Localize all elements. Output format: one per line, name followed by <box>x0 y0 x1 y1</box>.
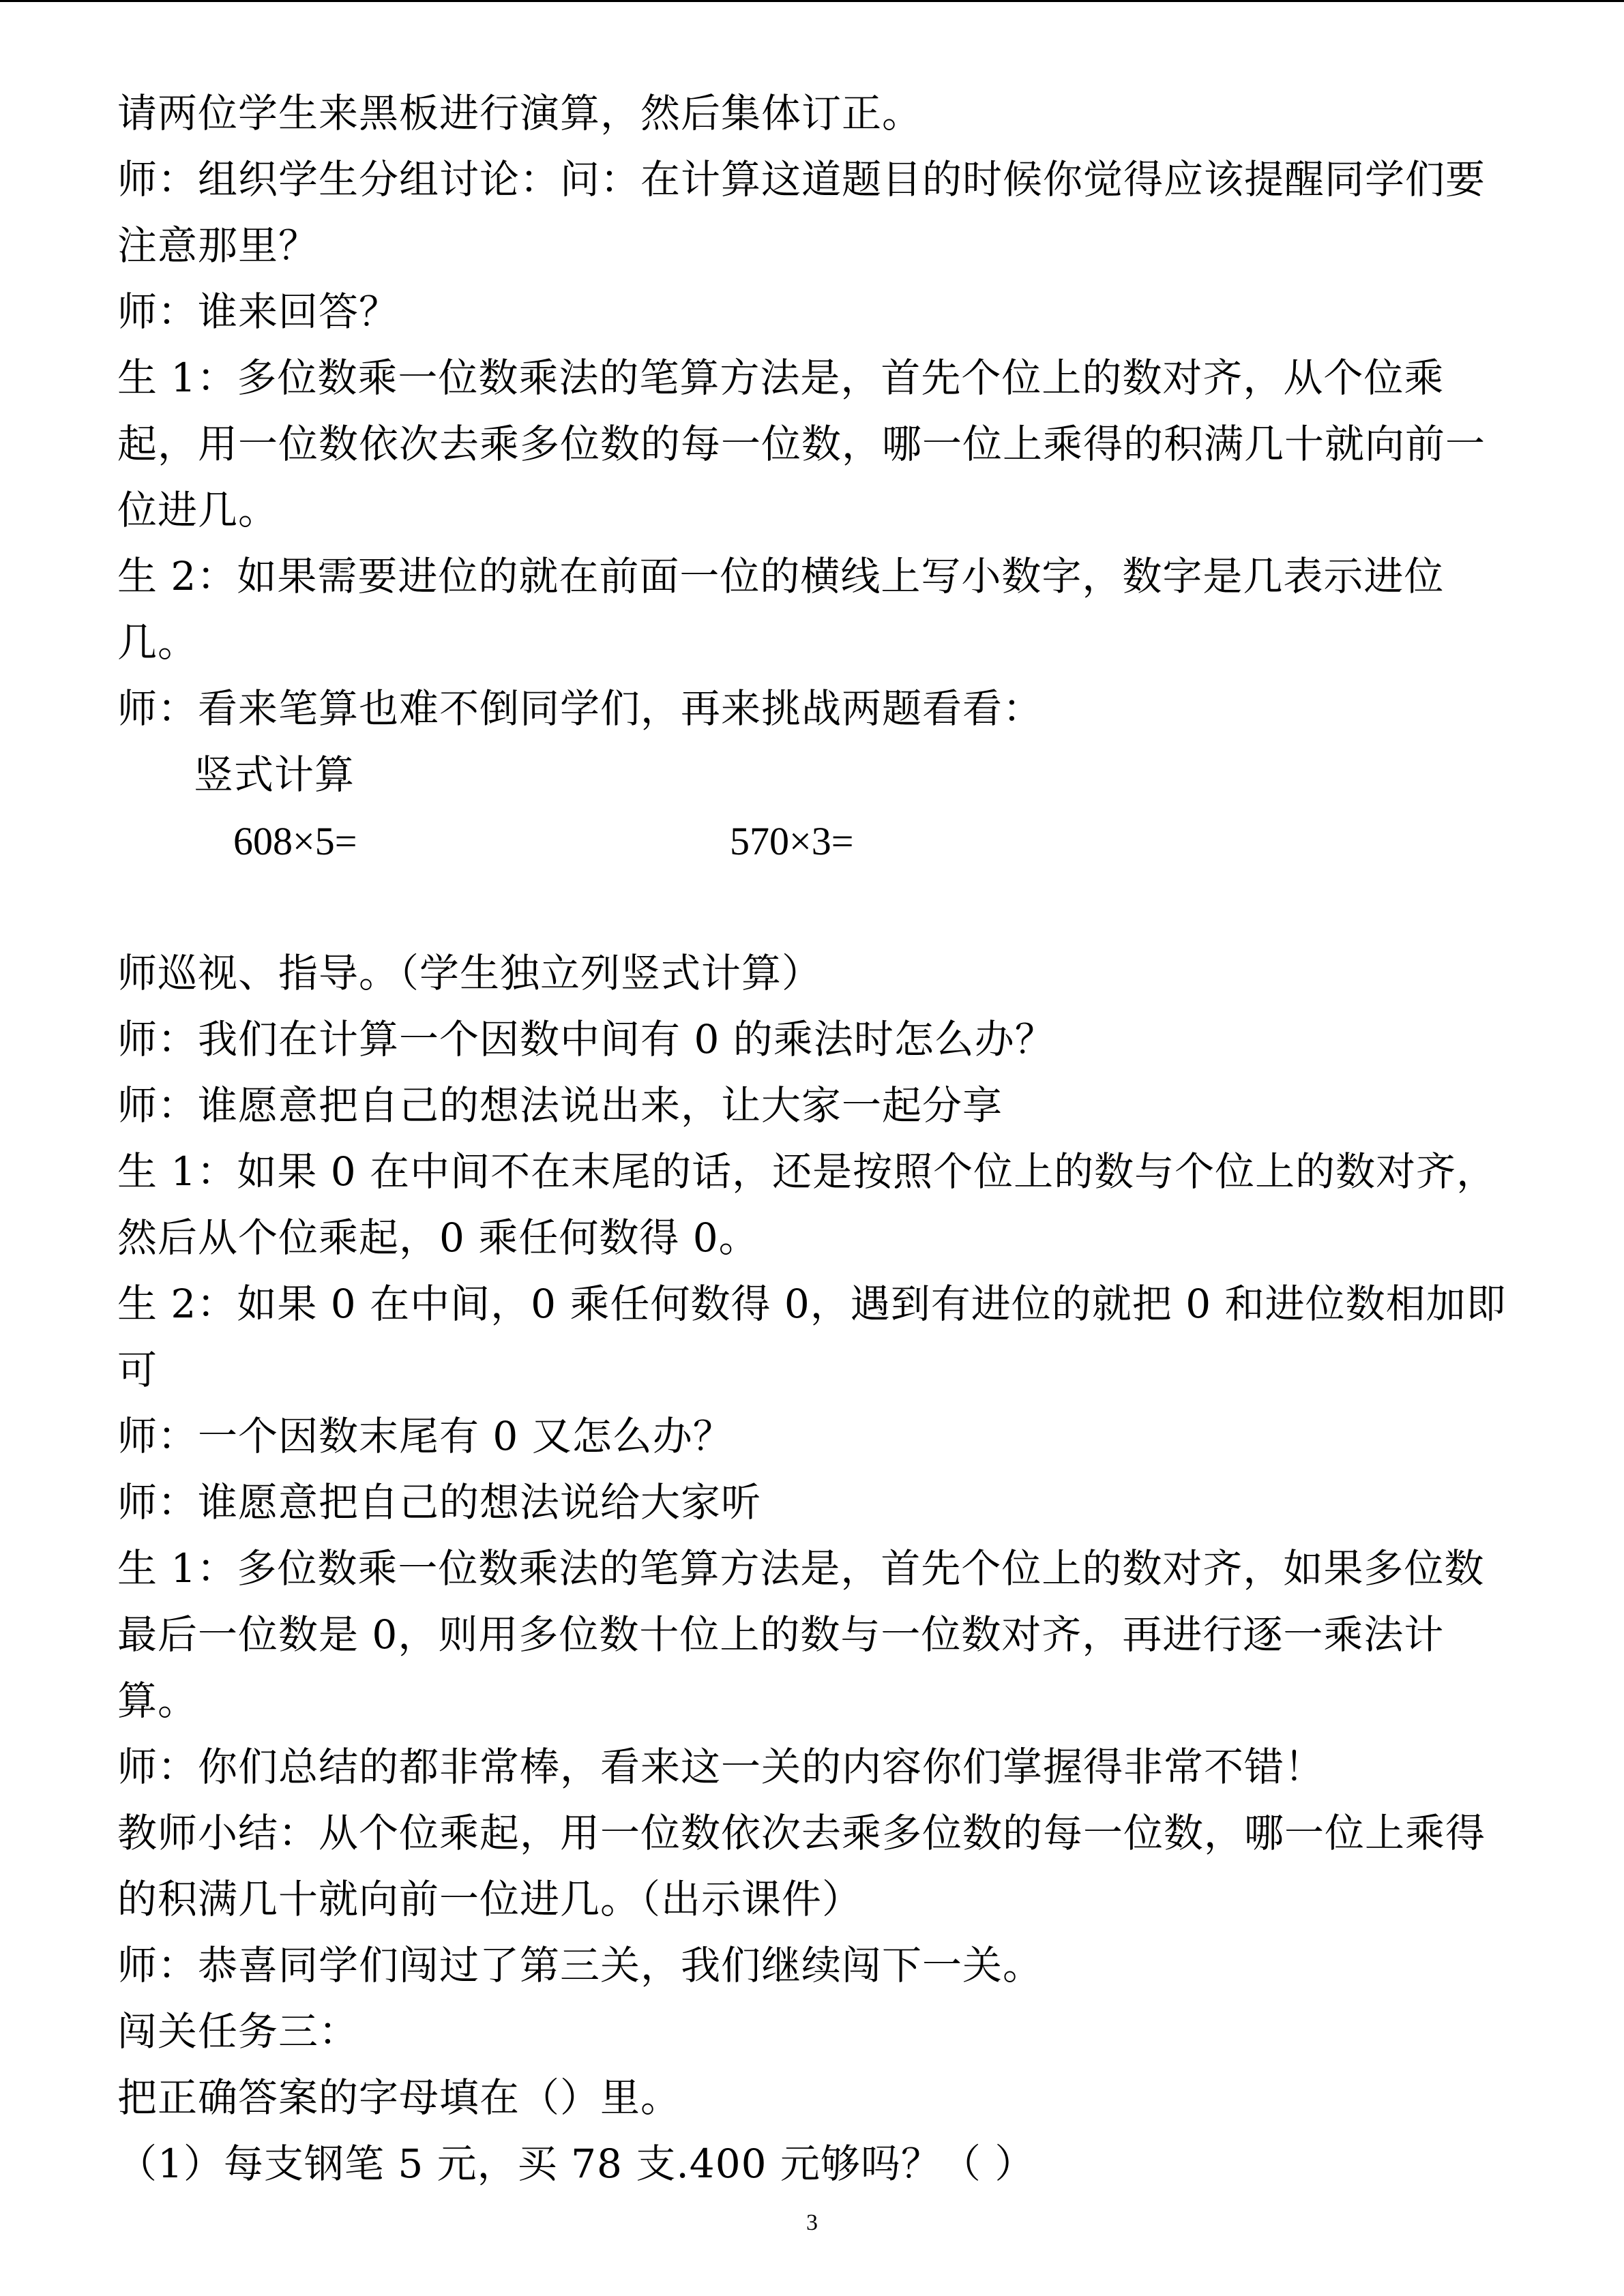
paragraph-line: 闯关任务三： <box>117 2008 359 2055</box>
paragraph-line: 师：一个因数末尾有 0 又怎么办？ <box>117 1413 733 1459</box>
paragraph-line: 师：恭喜同学们闯过了第三关，我们继续闯下一关。 <box>117 1942 1044 1988</box>
paragraph-line: 师：看来笔算也难不倒同学们，再来挑战两题看看： <box>117 685 1044 732</box>
paragraph-line: 师：谁愿意把自己的想法说给大家听 <box>117 1479 762 1525</box>
paragraph-line: 师：谁来回答？ <box>117 288 400 335</box>
paragraph-line: 几。 <box>117 619 198 666</box>
paragraph-line: 把正确答案的字母填在（）里。 <box>117 2074 681 2121</box>
paragraph-line: 师：谁愿意把自己的想法说出来，让大家一起分享 <box>117 1082 1003 1129</box>
paragraph-line: 注意那里？ <box>117 222 319 269</box>
paragraph-line: 起，用一位数依次去乘多位数的每一位数，哪一位上乘得的积满几十就向前一 <box>117 421 1486 467</box>
page-number: 3 <box>806 2210 818 2235</box>
paragraph-line: 生 1：如果 0 在中间不在末尾的话，还是按照个位上的数与个位上的数对齐， <box>117 1148 1497 1195</box>
paragraph-line: 可 <box>117 1347 158 1393</box>
paragraph-line: 生 1：多位数乘一位数乘法的笔算方法是，首先个位上的数对齐，如果多位数 <box>117 1545 1485 1592</box>
paragraph-line: 最后一位数是 0，则用多位数十位上的数与一位数对齐，再进行逐一乘法计 <box>117 1611 1445 1658</box>
paragraph-line: 算。 <box>117 1678 198 1724</box>
paragraph-line: 师巡视、指导。（学生独立列竖式计算） <box>117 950 823 996</box>
question-line: （1）每支钢笔 5 元，买 78 支.400 元够吗？（ ） <box>117 2141 1035 2187</box>
paragraph-line: 师：你们总结的都非常棒，看来这一关的内容你们掌握得非常不错！ <box>117 1744 1325 1790</box>
paragraph-line: 然后从个位乘起，0 乘任何数得 0。 <box>117 1214 759 1261</box>
formula-608x5: 608×5= <box>233 819 357 863</box>
formula-570x3: 570×3= <box>730 819 854 863</box>
formula-row <box>117 808 1516 874</box>
paragraph-line: 的积满几十就向前一位进几。（出示课件） <box>117 1876 863 1922</box>
paragraph-line: 师：我们在计算一个因数中间有 0 的乘法时怎么办？ <box>117 1016 1055 1062</box>
page-top-border <box>0 0 1624 2</box>
paragraph-line: 位进几。 <box>117 487 279 533</box>
paragraph-line: 生 1：多位数乘一位数乘法的笔算方法是，首先个位上的数对齐，从个位乘 <box>117 355 1445 401</box>
paragraph-line: 教师小结：从个位乘起，用一位数依次去乘多位数的每一位数，哪一位上乘得 <box>117 1810 1486 1856</box>
blank-space <box>117 874 1516 940</box>
paragraph-line: 生 2：如果 0 在中间，0 乘任何数得 0，遇到有进位的就把 0 和进位数相加即 <box>117 1281 1507 1327</box>
paragraph-line: 生 2：如果需要进位的就在前面一位的横线上写小数字，数字是几表示进位 <box>117 553 1445 599</box>
exercise-heading: 竖式计算 <box>194 751 355 798</box>
document-page <box>117 80 1516 2197</box>
paragraph-line: 请两位学生来黑板进行演算，然后集体订正。 <box>117 90 923 136</box>
paragraph-line: 师：组织学生分组讨论：问：在计算这道题目的时候你觉得应该提醒同学们要 <box>117 156 1486 203</box>
